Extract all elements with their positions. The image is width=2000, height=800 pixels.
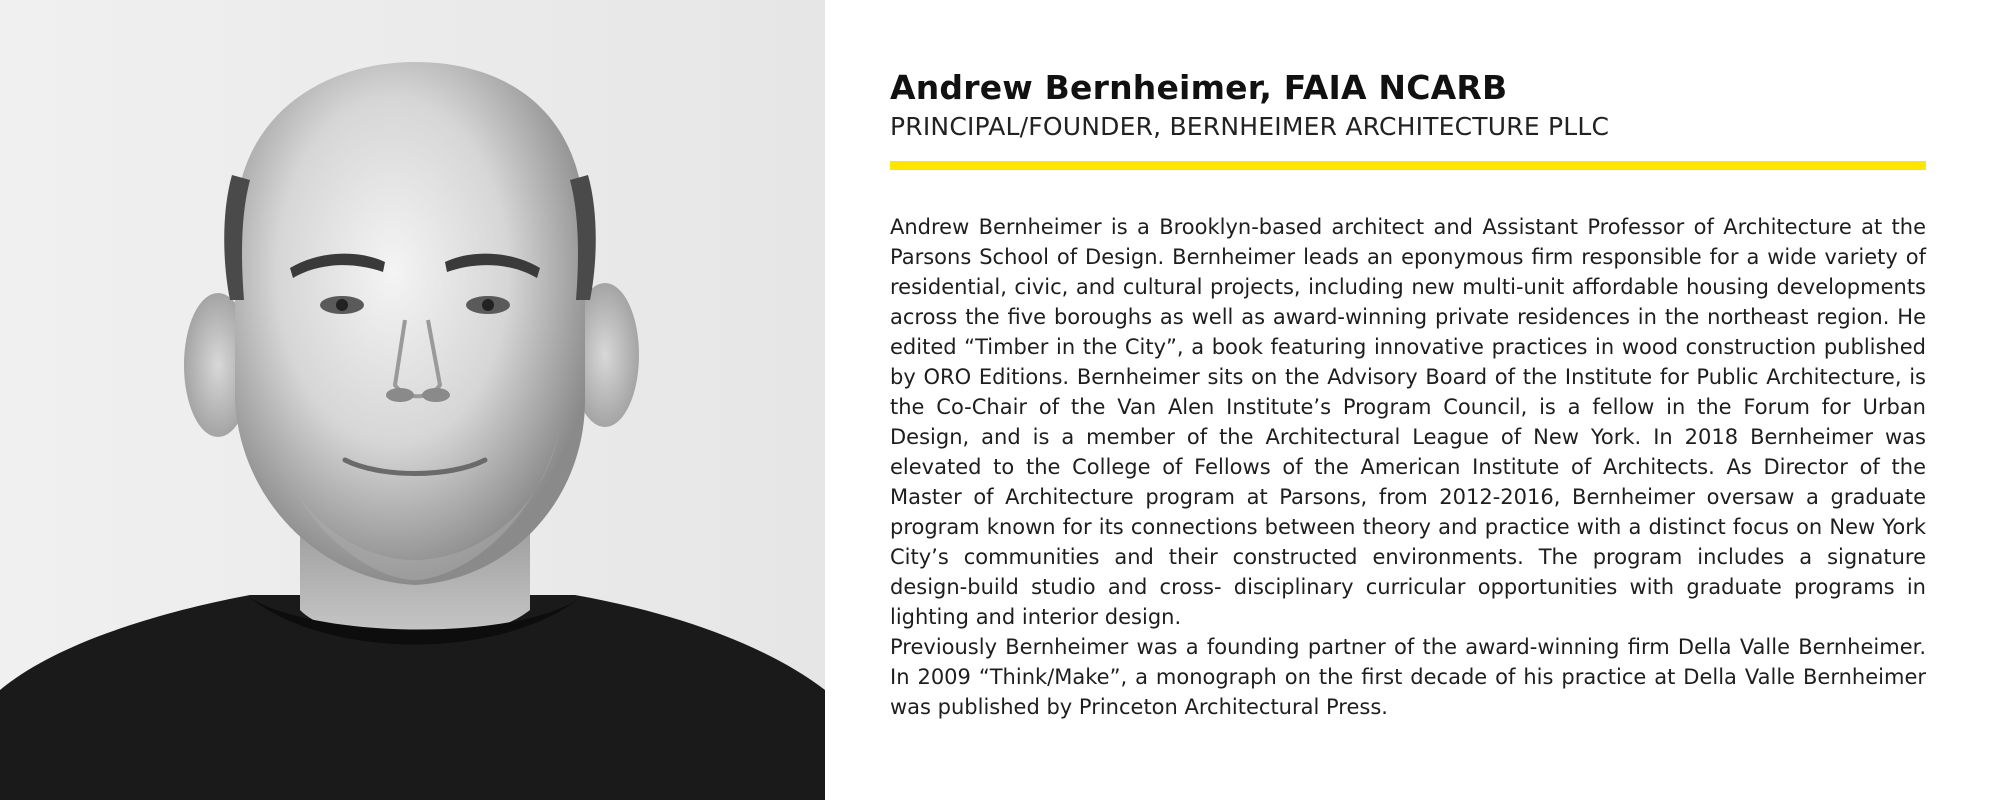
person-title: PRINCIPAL/FOUNDER, BERNHEIMER ARCHITECTURE PLLC bbox=[890, 112, 1610, 141]
bio-panel bbox=[890, 0, 1926, 800]
bio-paragraph-2: Previously Bernheimer was a founding partner of the award-winning firm Della Valle Bernheimer. In 2009 “Think/Make”, a monograph on the first decade of his practice at Della Valle Bernheimer was published by Princeton Architectural Press. bbox=[890, 635, 1926, 719]
bio-text bbox=[890, 212, 1926, 722]
portrait-illustration bbox=[0, 0, 825, 800]
yellow-divider bbox=[890, 161, 1926, 170]
bio-paragraph-1: Andrew Bernheimer is a Brooklyn-based architect and Assistant Professor of Architecture at the Parsons School of Design. Bernheimer leads an eponymous firm responsible for a wide variety of residential, civic, and cultural projects, including new multi-unit affordable housing developments across the five boroughs as well as award-winning private residences in the northeast region. He edited “Timber in the City”, a book featuring innovative practices in wood construction published by ORO Editions. Bernheimer sits on the Advisory Board of the Institute for Public Architecture, is the Co-Chair of the Van Alen Institute’s Program Council, is a fellow in the Forum for Urban Design, and is a member of the Architectural League of New York. In 2018 Bernheimer was elevated to the College of Fellows of the American Institute of Architects. As Director of the Master of Architecture program at Parsons, from 2012-2016, Bernheimer oversaw a graduate program known for its connections between theory and practice with a distinct focus on New York City’s communities and their constructed environments. The program includes a signature design-build studio and cross- disciplinary curricular opportunities with graduate programs in lighting and interior design. bbox=[890, 215, 1926, 629]
portrait-photo bbox=[0, 0, 825, 800]
person-name: Andrew Bernheimer, FAIA NCARB bbox=[890, 68, 1508, 107]
